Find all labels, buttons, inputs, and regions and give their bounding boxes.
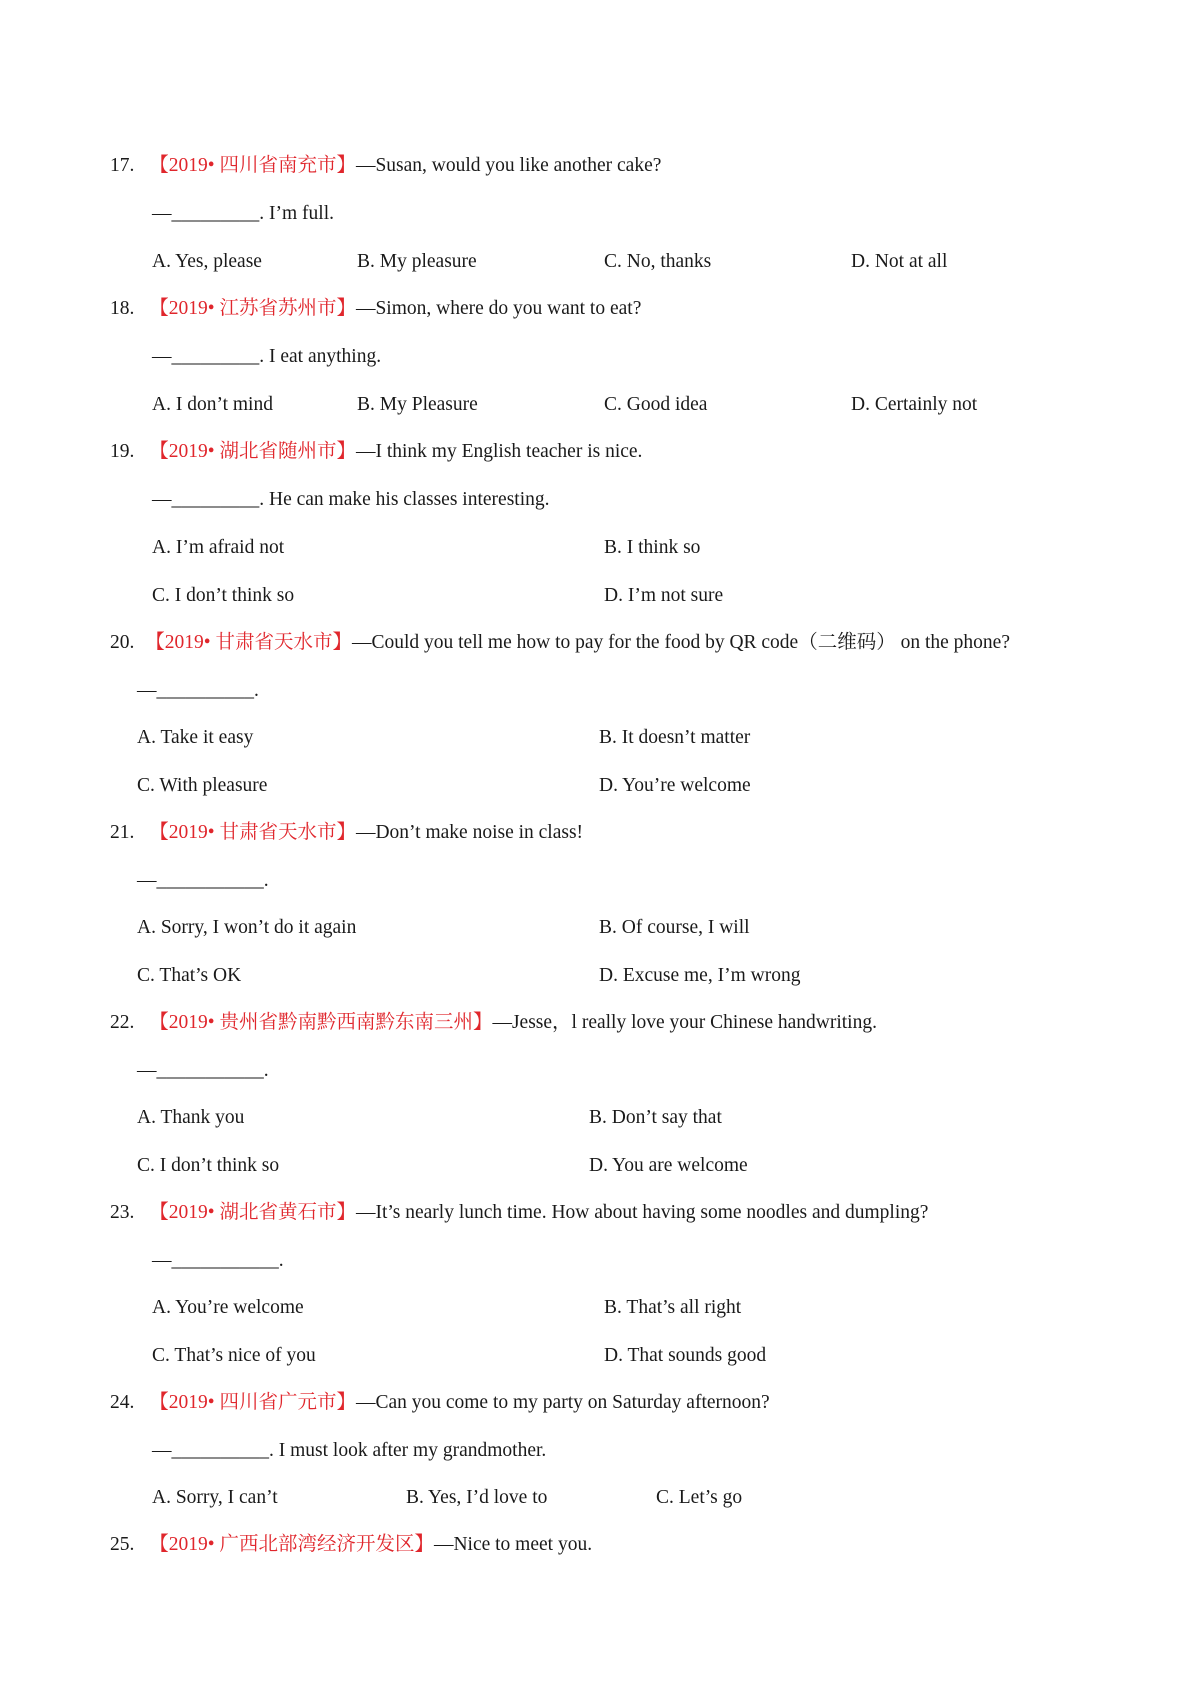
answer-blank-line: —___________.	[137, 1060, 269, 1081]
option-a: A. You’re welcome	[152, 1297, 304, 1318]
option-d: D. You’re welcome	[599, 775, 751, 796]
question-source: 【2019• 四川省广元市】	[149, 1392, 356, 1413]
option-d: D. Excuse me, I’m wrong	[599, 965, 801, 986]
answer-blank-line: —___________.	[137, 870, 269, 891]
question-24	[110, 1391, 770, 1415]
question-number: 20.	[110, 632, 135, 653]
question-prompt: —Susan, would you like another cake?	[355, 155, 662, 176]
question-source: 【2019• 湖北省随州市】	[149, 441, 356, 462]
option-b: B. Yes, I’d love to	[406, 1487, 548, 1508]
option-a: A. Sorry, I can’t	[152, 1487, 278, 1508]
question-number: 18.	[110, 298, 135, 319]
question-23	[110, 1201, 928, 1225]
option-d: D. Not at all	[851, 251, 948, 272]
option-c: C. No, thanks	[604, 251, 712, 272]
answer-blank-line: —_________. He can make his classes interesting.	[152, 489, 550, 510]
option-b: B. My Pleasure	[357, 394, 478, 415]
question-prompt: —I think my English teacher is nice.	[355, 441, 643, 462]
option-b: B. Don’t say that	[589, 1107, 722, 1128]
option-b: B. That’s all right	[604, 1297, 742, 1318]
option-a: A. Sorry, I won’t do it again	[137, 917, 357, 938]
question-21	[110, 821, 583, 845]
answer-blank-line: —__________. I must look after my grandmother.	[152, 1440, 547, 1461]
answer-blank-line: —___________.	[152, 1250, 284, 1271]
option-b: B. It doesn’t matter	[599, 727, 751, 748]
question-number: 21.	[110, 822, 135, 843]
question-source: 【2019• 湖北省黄石市】	[149, 1202, 356, 1223]
question-number: 24.	[110, 1392, 135, 1413]
question-prompt: —Nice to meet you.	[433, 1534, 593, 1555]
option-c: C. That’s nice of you	[152, 1345, 316, 1366]
option-b: B. My pleasure	[357, 251, 477, 272]
question-19	[110, 440, 642, 464]
question-source: 【2019• 江苏省苏州市】	[149, 298, 356, 319]
option-c: C. That’s OK	[137, 965, 242, 986]
option-a: A. Take it easy	[137, 727, 254, 748]
option-b: B. I think so	[604, 537, 701, 558]
question-prompt: —Don’t make noise in class!	[355, 822, 584, 843]
question-number: 25.	[110, 1534, 135, 1555]
question-number: 19.	[110, 441, 135, 462]
question-source: 【2019• 四川省南充市】	[149, 155, 356, 176]
question-prompt: —Jesse，l really love your Chinese handwriting.	[492, 1012, 877, 1033]
option-a: A. Yes, please	[152, 251, 262, 272]
option-d: D. Certainly not	[851, 394, 978, 415]
question-prompt: —Can you come to my party on Saturday afternoon?	[355, 1392, 770, 1413]
option-c: C. I don’t think so	[137, 1155, 280, 1176]
option-d: D. I’m not sure	[604, 585, 724, 606]
option-b: B. Of course, I will	[599, 917, 750, 938]
option-c: C. I don’t think so	[152, 585, 295, 606]
question-25	[110, 1533, 592, 1557]
question-22	[110, 1011, 877, 1035]
question-number: 22.	[110, 1012, 135, 1033]
question-source: 【2019• 广西北部湾经济开发区】	[149, 1534, 434, 1555]
question-prompt: —It’s nearly lunch time. How about having some noodles and dumpling?	[355, 1202, 929, 1223]
option-c: C. Good idea	[604, 394, 708, 415]
question-prompt: —Could you tell me how to pay for the food by QR code（二维码） on the phone?	[351, 632, 1010, 653]
option-a: A. I’m afraid not	[152, 537, 285, 558]
answer-blank-line: —__________.	[137, 680, 259, 701]
option-c: C. Let’s go	[656, 1487, 743, 1508]
option-a: A. Thank you	[137, 1107, 245, 1128]
question-source: 【2019• 甘肃省天水市】	[149, 822, 356, 843]
question-18	[110, 297, 641, 321]
answer-blank-line: —_________. I eat anything.	[152, 346, 382, 367]
question-source: 【2019• 甘肃省天水市】	[145, 632, 352, 653]
option-d: D. That sounds good	[604, 1345, 767, 1366]
question-17	[110, 154, 661, 178]
question-number: 23.	[110, 1202, 135, 1223]
question-number: 17.	[110, 155, 135, 176]
question-20	[110, 631, 1010, 655]
question-prompt: —Simon, where do you want to eat?	[355, 298, 642, 319]
answer-blank-line: —_________. I’m full.	[152, 203, 334, 224]
option-a: A. I don’t mind	[152, 394, 273, 415]
option-d: D. You are welcome	[589, 1155, 748, 1176]
question-source: 【2019• 贵州省黔南黔西南黔东南三州】	[149, 1012, 493, 1033]
option-c: C. With pleasure	[137, 775, 268, 796]
